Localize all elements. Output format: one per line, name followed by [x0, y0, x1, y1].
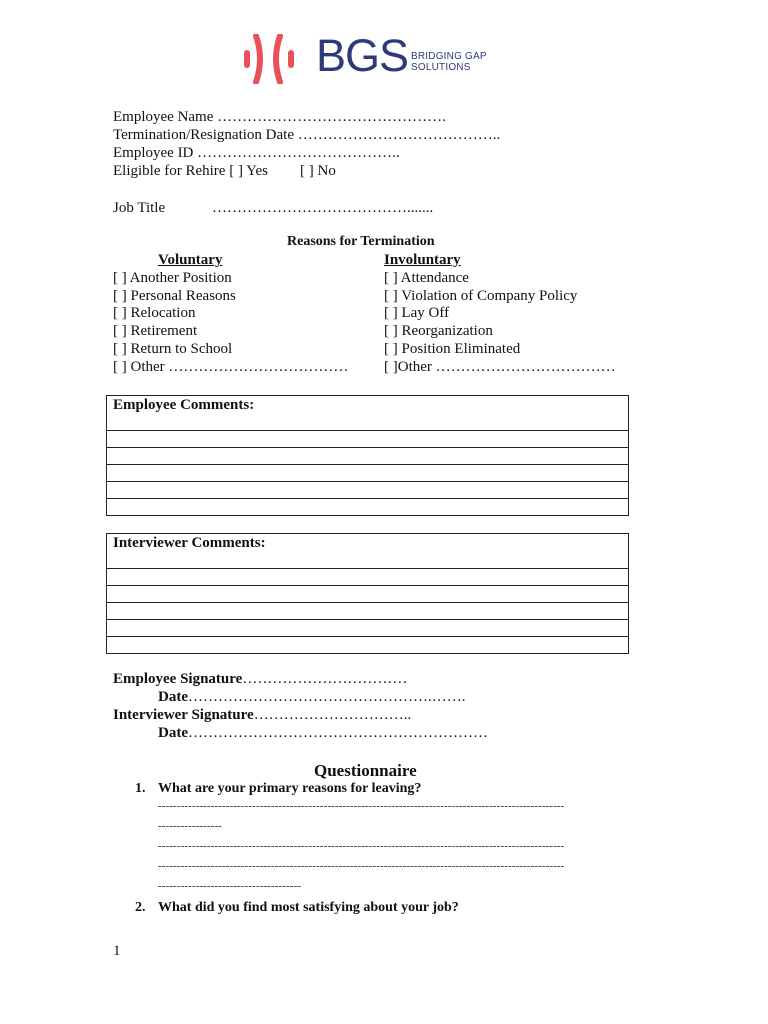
job-title-field[interactable]: …………………………………....... — [212, 200, 434, 216]
interviewer-signature-dots[interactable]: ………………………….. — [253, 707, 412, 723]
employee-signature-dots[interactable]: …………………………… — [242, 671, 408, 687]
interviewer-date-dots[interactable]: …………………………………………………… — [188, 725, 488, 741]
employee-signature-row[interactable] — [113, 671, 407, 688]
voluntary-option[interactable]: [ ] Personal Reasons — [113, 288, 236, 304]
involuntary-option[interactable]: [ ] Lay Off — [384, 305, 450, 321]
logo-tagline — [411, 51, 487, 73]
company-logo — [240, 30, 490, 84]
interviewer-comments-header — [107, 534, 628, 569]
comment-line[interactable] — [107, 637, 628, 653]
answer-line[interactable]: ------------------------------------------------------------------------------------------------------------ — [158, 800, 565, 812]
answer-line[interactable]: ------------------------------------------------------------------------------------------------------------ — [158, 860, 565, 872]
employee-comments-box[interactable] — [106, 395, 629, 516]
comment-line[interactable] — [107, 586, 628, 603]
employee-comments-header — [107, 396, 628, 431]
employee-date-label: Date — [158, 689, 188, 705]
questionnaire-title: Questionnaire — [314, 761, 417, 780]
involuntary-option[interactable]: [ ]Other ……………………………… — [384, 359, 616, 375]
question-text: What did you find most satisfying about your job? — [158, 900, 459, 915]
page-number: 1 — [113, 943, 121, 959]
comment-line[interactable] — [107, 620, 628, 637]
comment-line[interactable] — [107, 465, 628, 482]
employee-id-field[interactable]: Employee ID ………………………………….. — [113, 145, 400, 161]
interviewer-comments-box[interactable] — [106, 533, 629, 654]
interviewer-comments-title: Interviewer Comments: — [113, 535, 266, 551]
answer-line[interactable]: -------------------------------------- — [158, 880, 301, 892]
voluntary-option[interactable]: [ ] Another Position — [113, 270, 232, 286]
comment-line[interactable] — [107, 482, 628, 499]
voluntary-option[interactable]: [ ] Retirement — [113, 323, 198, 339]
question-number: 1. — [135, 781, 146, 796]
reasons-title: Reasons for Termination — [287, 234, 435, 249]
comment-line[interactable] — [107, 603, 628, 620]
bgs-logo-mark-icon — [240, 34, 304, 84]
termination-date-field[interactable]: Termination/Resignation Date ………………………………….. — [113, 127, 501, 143]
logo-tagline-line2: SOLUTIONS — [411, 62, 471, 73]
logo-brand-text: BGS — [316, 30, 409, 81]
employee-date-dots[interactable]: ………………………………………….……. — [188, 689, 466, 705]
involuntary-option[interactable]: [ ] Violation of Company Policy — [384, 288, 578, 304]
comment-line[interactable] — [107, 499, 628, 515]
interviewer-signature-row[interactable] — [113, 707, 411, 724]
voluntary-heading: Voluntary — [158, 252, 223, 268]
employee-date-row[interactable] — [158, 689, 466, 706]
question-text: What are your primary reasons for leaving? — [158, 781, 422, 796]
comment-line[interactable] — [107, 431, 628, 448]
answer-line[interactable]: ----------------- — [158, 820, 222, 832]
interviewer-date-label: Date — [158, 725, 188, 741]
involuntary-option[interactable]: [ ] Position Eliminated — [384, 341, 521, 357]
rehire-no-option[interactable]: [ ] No — [300, 163, 336, 179]
involuntary-option[interactable]: [ ] Reorganization — [384, 323, 493, 339]
voluntary-option[interactable]: [ ] Return to School — [113, 341, 233, 357]
comment-line[interactable] — [107, 569, 628, 586]
employee-name-field[interactable]: Employee Name ………………………………………. — [113, 109, 446, 125]
job-title-label: Job Title — [113, 200, 166, 216]
interviewer-date-row[interactable] — [158, 725, 488, 742]
involuntary-option[interactable]: [ ] Attendance — [384, 270, 469, 286]
question-number: 2. — [135, 900, 146, 915]
answer-line[interactable]: ------------------------------------------------------------------------------------------------------------ — [158, 840, 565, 852]
employee-signature-label: Employee Signature — [113, 671, 243, 687]
interviewer-signature-label: Interviewer Signature — [113, 707, 254, 723]
involuntary-heading: Involuntary — [384, 252, 461, 268]
employee-comments-title: Employee Comments: — [113, 397, 255, 413]
voluntary-option[interactable]: [ ] Relocation — [113, 305, 196, 321]
logo-tagline-line1: BRIDGING GAP — [411, 51, 487, 62]
rehire-yes-option[interactable]: Eligible for Rehire [ ] Yes — [113, 163, 268, 179]
voluntary-option[interactable]: [ ] Other ……………………………… — [113, 359, 349, 375]
comment-line[interactable] — [107, 448, 628, 465]
